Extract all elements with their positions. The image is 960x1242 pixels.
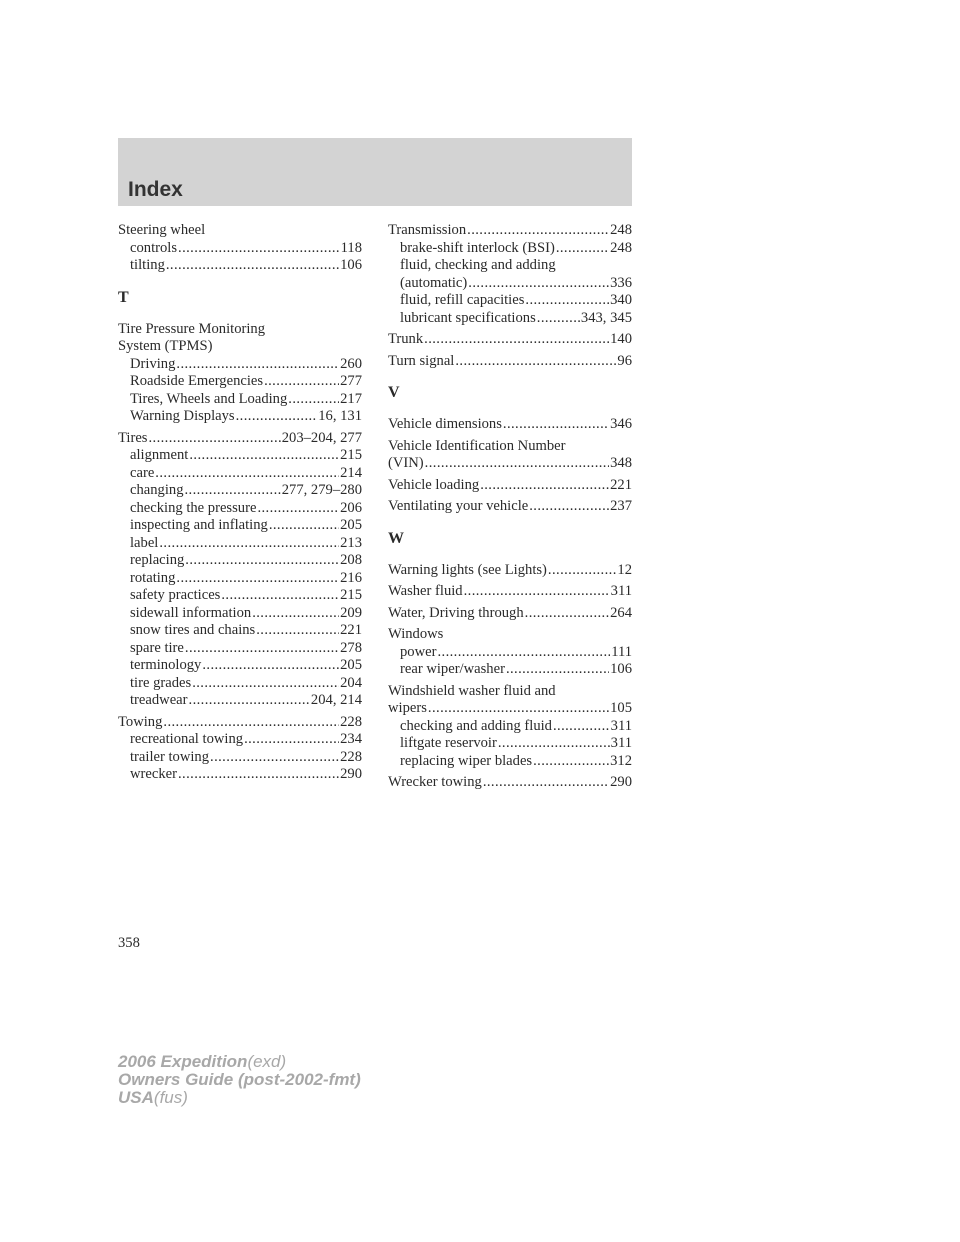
index-term: Tire Pressure Monitoring bbox=[118, 320, 266, 337]
index-section-letter: V bbox=[388, 384, 400, 401]
dot-leader bbox=[529, 498, 609, 516]
footer-market-code: (fus) bbox=[153, 1088, 188, 1107]
entry-text: (automatic) bbox=[400, 274, 468, 291]
entry-text: tilting bbox=[130, 257, 165, 273]
index-subentry bbox=[388, 644, 632, 662]
page-reference: 336 bbox=[610, 274, 632, 291]
entry-text: trailer towing bbox=[130, 748, 210, 765]
page-reference: 205 bbox=[340, 517, 362, 533]
page-reference: 96 bbox=[617, 352, 632, 369]
index-term: Windshield washer fluid and bbox=[388, 682, 556, 699]
page-reference: 106 bbox=[610, 661, 632, 677]
page-reference: 260 bbox=[340, 355, 362, 372]
index-column-right bbox=[388, 222, 632, 792]
footer-market: USA bbox=[118, 1088, 154, 1107]
index-subentry bbox=[118, 500, 362, 518]
index-subentry bbox=[388, 310, 632, 328]
dot-leader bbox=[437, 644, 610, 662]
dot-leader bbox=[210, 749, 339, 767]
index-entry bbox=[388, 605, 632, 623]
page-reference: 346 bbox=[610, 416, 632, 432]
index-term bbox=[118, 430, 362, 448]
footer-guide: Owners Guide (post-2002-fmt) bbox=[118, 1070, 361, 1089]
entry-text: rear wiper/washer bbox=[400, 661, 505, 677]
entry-text: alignment bbox=[130, 447, 189, 463]
index-subentry bbox=[118, 465, 362, 483]
index-term: Steering wheel bbox=[118, 222, 206, 238]
index-term bbox=[388, 222, 632, 240]
entry-text: terminology bbox=[130, 657, 202, 673]
index-subentry bbox=[118, 552, 362, 570]
dot-leader bbox=[244, 731, 339, 749]
index-entry bbox=[388, 626, 632, 679]
dot-leader bbox=[498, 735, 610, 753]
page-number: 358 bbox=[118, 935, 140, 951]
entry-text: power bbox=[400, 643, 437, 660]
dot-leader bbox=[163, 714, 339, 732]
index-entry bbox=[388, 683, 632, 771]
index-subentry: fluid, checking and adding bbox=[400, 257, 556, 273]
index-entry bbox=[388, 222, 632, 327]
index-subentry bbox=[118, 605, 362, 623]
dot-leader bbox=[480, 477, 609, 495]
index-subentry bbox=[118, 657, 362, 675]
entry-text: Ventilating your vehicle bbox=[388, 498, 529, 514]
footer-line-1 bbox=[118, 1053, 361, 1071]
index-term bbox=[388, 455, 632, 473]
entry-text: Water, Driving through bbox=[388, 604, 524, 621]
page-reference: 311 bbox=[610, 735, 632, 751]
index-entry bbox=[118, 714, 362, 784]
index-entry bbox=[388, 477, 632, 495]
entry-text: Vehicle dimensions bbox=[388, 416, 502, 432]
index-term bbox=[388, 331, 632, 349]
entry-text: replacing bbox=[130, 552, 185, 568]
page-reference: 221 bbox=[340, 622, 362, 638]
entry-text: checking and adding fluid bbox=[400, 717, 552, 734]
entry-text: changing bbox=[130, 482, 184, 498]
page-reference: 234 bbox=[340, 731, 362, 747]
footer-line-3 bbox=[118, 1089, 361, 1107]
page-reference: 105 bbox=[610, 700, 632, 716]
dot-leader bbox=[483, 774, 609, 792]
entry-text: treadwear bbox=[130, 692, 188, 708]
entry-text: Warning lights (see Lights) bbox=[388, 561, 547, 578]
entry-text: care bbox=[130, 464, 155, 481]
page-reference: 118 bbox=[340, 239, 362, 256]
dot-leader bbox=[467, 222, 609, 240]
page-reference: 290 bbox=[610, 774, 632, 790]
entry-text: Wrecker towing bbox=[388, 774, 482, 790]
document-footer bbox=[118, 1053, 361, 1107]
index-subentry bbox=[388, 753, 632, 771]
page-reference: 237 bbox=[610, 498, 632, 514]
index-subentry bbox=[118, 257, 362, 275]
index-term bbox=[388, 416, 632, 434]
index-subentry bbox=[118, 482, 362, 500]
dot-leader bbox=[428, 700, 609, 718]
page-reference: 213 bbox=[340, 534, 362, 551]
dot-leader bbox=[533, 753, 609, 771]
index-entry bbox=[388, 353, 632, 371]
index-term bbox=[388, 562, 632, 580]
index-subentry bbox=[388, 735, 632, 753]
index-subentry bbox=[118, 356, 362, 374]
page-reference: 203–204, 277 bbox=[281, 429, 362, 446]
dot-leader bbox=[503, 416, 609, 434]
dot-leader bbox=[264, 373, 339, 391]
index-entry bbox=[388, 416, 632, 434]
entry-text: Trunk bbox=[388, 331, 424, 347]
index-subentry bbox=[118, 408, 362, 426]
index-term bbox=[388, 498, 632, 516]
index-entry bbox=[388, 438, 632, 473]
page-reference: 228 bbox=[340, 713, 362, 730]
page-reference: 348 bbox=[610, 455, 632, 471]
dot-leader bbox=[288, 391, 339, 409]
index-subentry bbox=[118, 535, 362, 553]
dot-leader bbox=[556, 240, 609, 258]
dot-leader bbox=[464, 583, 610, 601]
page-reference: 216 bbox=[340, 569, 362, 586]
index-subentry bbox=[118, 749, 362, 767]
index-entry bbox=[388, 331, 632, 349]
footer-line-2 bbox=[118, 1071, 361, 1089]
index-subentry bbox=[118, 622, 362, 640]
dot-leader bbox=[256, 622, 339, 640]
entry-text: wrecker bbox=[130, 766, 177, 782]
entry-text: Tires, Wheels and Loading bbox=[130, 390, 288, 407]
index-entry bbox=[388, 562, 632, 580]
entry-text: (VIN) bbox=[388, 455, 424, 471]
page-reference: 204, 214 bbox=[310, 692, 362, 708]
dot-leader bbox=[178, 240, 340, 258]
dot-leader bbox=[269, 517, 339, 535]
page-reference: 221 bbox=[610, 476, 632, 493]
page-reference: 214 bbox=[340, 464, 362, 481]
dot-leader bbox=[189, 692, 310, 710]
entry-text: brake-shift interlock (BSI) bbox=[400, 239, 555, 256]
index-subentry bbox=[388, 718, 632, 736]
dot-leader bbox=[185, 482, 281, 500]
page-reference: 215 bbox=[340, 447, 362, 463]
dot-leader bbox=[155, 465, 339, 483]
index-subentry bbox=[118, 373, 362, 391]
page-reference: 311 bbox=[610, 717, 632, 734]
dot-leader bbox=[178, 766, 339, 784]
index-subentry bbox=[118, 640, 362, 658]
dot-leader bbox=[185, 552, 339, 570]
entry-text: spare tire bbox=[130, 639, 184, 656]
entry-text: snow tires and chains bbox=[130, 622, 256, 638]
entry-text: wipers bbox=[388, 700, 427, 716]
index-subentry bbox=[118, 692, 362, 710]
entry-text: safety practices bbox=[130, 587, 221, 603]
dot-leader bbox=[252, 605, 339, 623]
page-reference: 248 bbox=[610, 222, 632, 238]
index-subentry bbox=[388, 292, 632, 310]
page-reference: 111 bbox=[611, 643, 632, 660]
index-term bbox=[388, 583, 632, 601]
page-reference: 209 bbox=[340, 604, 362, 621]
page-reference: 311 bbox=[610, 583, 632, 599]
entry-text: tire grades bbox=[130, 674, 192, 691]
entry-text: replacing wiper blades bbox=[400, 752, 533, 769]
page-reference: 278 bbox=[340, 639, 362, 656]
entry-text: recreational towing bbox=[130, 731, 244, 747]
entry-text: rotating bbox=[130, 569, 176, 586]
page-reference: 312 bbox=[610, 752, 632, 769]
entry-text: Turn signal bbox=[388, 352, 455, 369]
dot-leader bbox=[506, 661, 609, 679]
index-subentry bbox=[118, 447, 362, 465]
page-reference: 217 bbox=[340, 390, 362, 407]
footer-model-code: (exd) bbox=[247, 1052, 287, 1071]
dot-leader bbox=[553, 718, 610, 736]
dot-leader bbox=[537, 310, 577, 328]
dot-leader bbox=[202, 657, 339, 675]
entry-text: Vehicle loading bbox=[388, 476, 480, 493]
dot-leader bbox=[468, 275, 609, 293]
page-reference: 264 bbox=[610, 604, 632, 621]
dot-leader bbox=[221, 587, 339, 605]
index-column-left bbox=[118, 222, 362, 784]
entry-text: checking the pressure bbox=[130, 499, 257, 516]
dot-leader bbox=[525, 292, 609, 310]
page-reference: .343, 345 bbox=[577, 309, 632, 326]
entry-text: sidewall information bbox=[130, 604, 252, 621]
index-subentry bbox=[118, 517, 362, 535]
page-reference: 215 bbox=[340, 587, 362, 603]
entry-text: Driving bbox=[130, 355, 176, 372]
entry-text: fluid, refill capacities bbox=[400, 292, 525, 308]
index-term bbox=[118, 714, 362, 732]
page-reference: 228 bbox=[340, 748, 362, 765]
entry-text: label bbox=[130, 534, 159, 551]
index-term bbox=[388, 774, 632, 792]
index-section-letter: W bbox=[388, 529, 404, 547]
dot-leader bbox=[525, 605, 609, 623]
page-reference: 340 bbox=[610, 292, 632, 308]
index-term bbox=[388, 700, 632, 718]
entry-text: Washer fluid bbox=[388, 583, 463, 599]
entry-text: liftgate reservoir bbox=[400, 735, 497, 751]
index-section-letter: T bbox=[118, 288, 129, 306]
dot-leader bbox=[257, 500, 339, 518]
index-entry bbox=[118, 321, 362, 426]
dot-leader bbox=[548, 562, 616, 580]
entry-text: Roadside Emergencies bbox=[130, 373, 264, 389]
page-reference: 277 bbox=[340, 373, 362, 389]
index-subentry bbox=[388, 275, 632, 293]
dot-leader bbox=[166, 257, 339, 275]
index-subentry bbox=[118, 675, 362, 693]
entry-text: Transmission bbox=[388, 222, 467, 238]
index-entry bbox=[388, 583, 632, 601]
page-reference: 248 bbox=[610, 239, 632, 256]
index-subentry bbox=[388, 240, 632, 258]
index-entry bbox=[388, 774, 632, 792]
dot-leader bbox=[159, 535, 339, 553]
index-entry bbox=[118, 222, 362, 275]
index-subentry bbox=[388, 661, 632, 679]
page-reference: 290 bbox=[340, 766, 362, 782]
index-subentry bbox=[118, 587, 362, 605]
index-term bbox=[388, 353, 632, 371]
footer-model: 2006 Expedition bbox=[118, 1052, 248, 1071]
page-reference: 12 bbox=[617, 561, 632, 578]
entry-text: Tires bbox=[118, 429, 148, 446]
index-subentry bbox=[118, 731, 362, 749]
dot-leader bbox=[192, 675, 339, 693]
index-term: System (TPMS) bbox=[118, 338, 213, 354]
dot-leader bbox=[185, 640, 339, 658]
entry-text: Towing bbox=[118, 713, 163, 730]
index-subentry bbox=[118, 240, 362, 258]
page-reference: 205 bbox=[340, 657, 362, 673]
index-entry bbox=[388, 498, 632, 516]
index-term: Windows bbox=[388, 626, 444, 642]
dot-leader bbox=[176, 570, 339, 588]
entry-text: Warning Displays bbox=[130, 408, 235, 424]
index-term bbox=[388, 477, 632, 495]
index-term bbox=[388, 605, 632, 623]
page-reference: 208 bbox=[340, 552, 362, 568]
entry-text: controls bbox=[130, 239, 178, 256]
index-header-band bbox=[118, 138, 632, 206]
dot-leader bbox=[424, 331, 609, 349]
dot-leader bbox=[176, 356, 339, 374]
index-entry bbox=[118, 430, 362, 710]
dot-leader bbox=[455, 353, 616, 371]
index-subentry bbox=[118, 570, 362, 588]
page-reference: 277, 279–280 bbox=[281, 482, 362, 498]
index-term: Vehicle Identification Number bbox=[388, 437, 566, 454]
dot-leader bbox=[425, 455, 609, 473]
page-title: Index bbox=[128, 178, 183, 201]
page-reference: 140 bbox=[610, 331, 632, 347]
entry-text: inspecting and inflating bbox=[130, 517, 268, 533]
page-reference: 106 bbox=[340, 257, 362, 273]
dot-leader bbox=[236, 408, 318, 426]
dot-leader bbox=[189, 447, 339, 465]
page-reference: 16, 131 bbox=[318, 408, 362, 424]
entry-text: lubricant specifications bbox=[400, 309, 536, 326]
index-subentry bbox=[118, 766, 362, 784]
page-reference: 204 bbox=[340, 674, 362, 691]
page-reference: 206 bbox=[340, 499, 362, 516]
index-subentry bbox=[118, 391, 362, 409]
dot-leader bbox=[148, 430, 280, 448]
